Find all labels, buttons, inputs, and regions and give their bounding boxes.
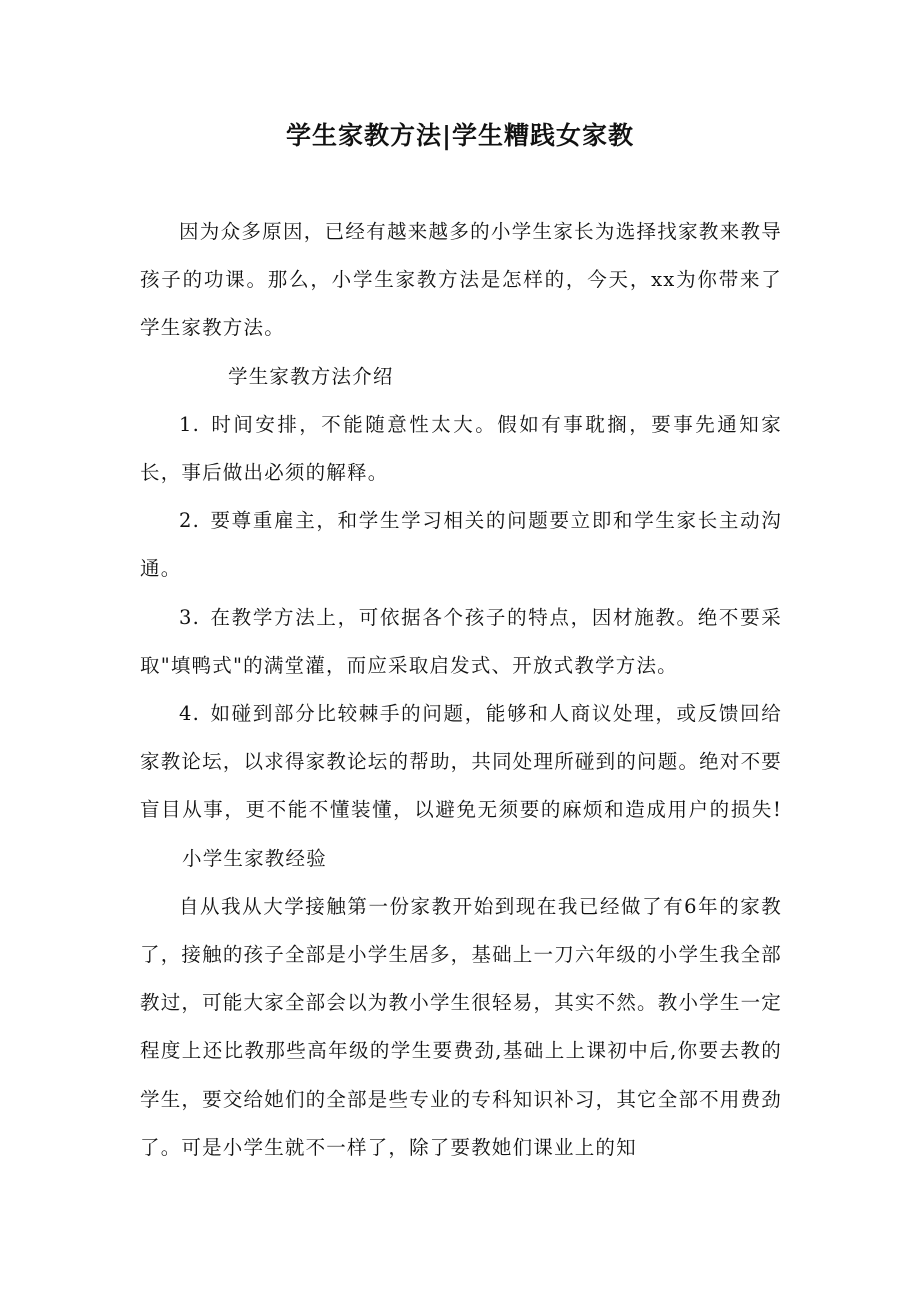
- intro-paragraph: 因为众多原因，已经有越来越多的小学生家长为选择找家教来教导孩子的功课。那么，小学生家教方法是怎样的，今天，xx为你带来了学生家教方法。: [140, 220, 782, 340]
- list-item-number: 1.: [179, 412, 201, 436]
- list-item-number: 2.: [179, 509, 201, 533]
- list-item-text: 时间安排，不能随意性太大。假如有事耽搁，要事先通知家长，事后做出必须的解释。: [140, 412, 782, 485]
- document-body: [140, 208, 782, 1172]
- list-item: [140, 401, 782, 497]
- list-item: [140, 690, 782, 883]
- experience-paragraph: 自从我从大学接触第一份家教开始到现在我已经做了有6年的家教了，接触的孩子全部是小学生居多，基础上一刀六年级的小学生我全部教过，可能大家全部会以为教小学生很轻易，其实不然。教小学生一定程度上还比教那些高年级的学生要费劲,基础上上课初中后,你要去教的学生，要交给她们的全部是些专业的专科知识补习，其它全部不用费劲了。可是小学生就不一样了，除了要教她们课业上的知: [140, 894, 782, 1159]
- list-item: [140, 497, 782, 593]
- list-item-number: 3.: [179, 605, 201, 629]
- list-item-number: 4.: [179, 702, 201, 726]
- document-title: 学生家教方法|学生糟践女家教: [285, 121, 635, 150]
- list-item: [140, 594, 782, 690]
- list-item-text: 如碰到部分比较棘手的问题，能够和人商议处理，或反馈回给家教论坛，以求得家教论坛的帮助，共同处理所碰到的问题。绝对不要盲目从事，更不能不懂装懂，以避免无须要的麻烦和造成用户的损失!: [140, 702, 782, 822]
- section2-heading: 小学生家教经验: [182, 846, 327, 870]
- section-heading: 学生家教方法介绍: [228, 364, 394, 388]
- list-item-text: 要尊重雇主，和学生学习相关的问题要立即和学生家长主动沟通。: [140, 509, 782, 581]
- list-item-text: 在教学方法上，可依据各个孩子的特点，因材施教。绝不要采取"填鸭式"的满堂灌，而应采取启发式、开放式教学方法。: [140, 605, 782, 677]
